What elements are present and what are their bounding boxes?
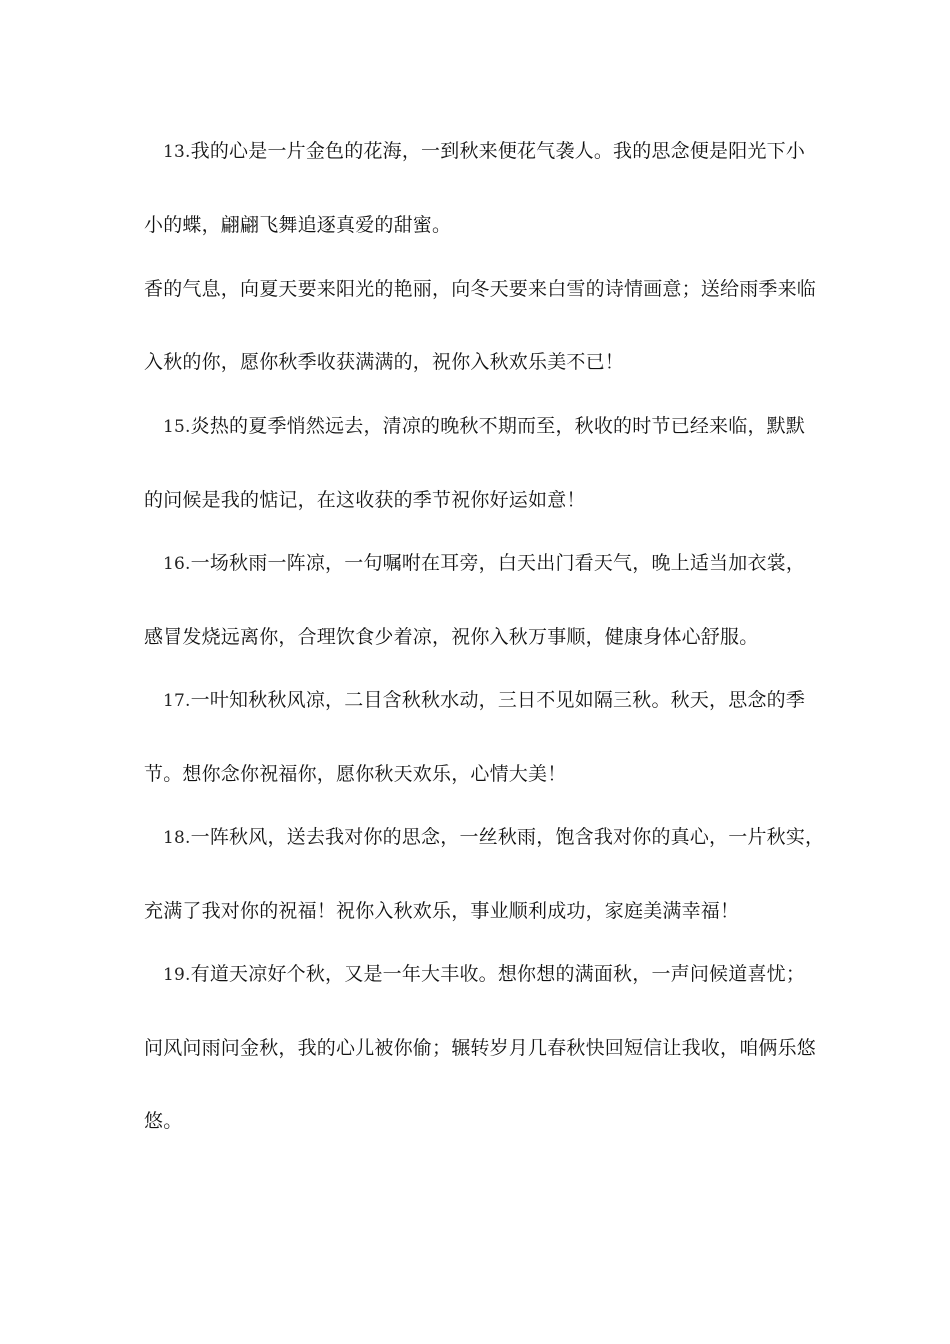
paragraph-text: 一场秋雨一阵凉，一句嘱咐在耳旁，白天出门看天气，晚上适当加衣裳， bbox=[190, 552, 806, 574]
paragraph-18-line-2: 充满了我对你的祝福！祝你入秋欢乐，事业顺利成功，家庭美满幸福！ bbox=[144, 900, 740, 922]
paragraph-17-line-2: 节。想你念你祝福你，愿你秋天欢乐，心情大美！ bbox=[144, 763, 567, 785]
paragraph-text: 有道天凉好个秋，又是一年大丰收。想你想的满面秋，一声问候道喜忧； bbox=[190, 963, 806, 985]
paragraph-19-line-3: 悠。 bbox=[144, 1110, 183, 1132]
paragraph-17-line-1 bbox=[163, 687, 843, 714]
paragraph-number: 19. bbox=[163, 965, 191, 985]
paragraph-continuation-line-1: 香的气息，向夏天要来阳光的艳丽，向冬天要来白雪的诗情画意；送给雨季来临 bbox=[144, 278, 817, 300]
paragraph-text: 一阵秋风，送去我对你的思念，一丝秋雨，饱含我对你的真心，一片秋实， bbox=[190, 826, 825, 848]
paragraph-text: 我的心是一片金色的花海，一到秋来便花气袭人。我的思念便是阳光下小 bbox=[190, 140, 806, 162]
paragraph-continuation-line-2: 入秋的你，愿你秋季收获满满的，祝你入秋欢乐美不已！ bbox=[144, 351, 625, 373]
paragraph-number: 15. bbox=[163, 417, 191, 437]
paragraph-19-line-1 bbox=[163, 961, 843, 988]
paragraph-18-line-1 bbox=[163, 824, 843, 851]
paragraph-15-line-1 bbox=[163, 413, 843, 440]
paragraph-19-line-2: 问风问雨问金秋，我的心儿被你偷；辗转岁月几春秋快回短信让我收，咱俩乐悠 bbox=[144, 1037, 817, 1059]
paragraph-number: 18. bbox=[163, 828, 191, 848]
paragraph-15-line-2: 的问候是我的惦记，在这收获的季节祝你好运如意！ bbox=[144, 489, 586, 511]
paragraph-number: 17. bbox=[163, 691, 191, 711]
paragraph-16-line-1 bbox=[163, 550, 843, 577]
paragraph-text: 一叶知秋秋风凉，二目含秋秋水动，三日不见如隔三秋。秋天，思念的季 bbox=[190, 689, 806, 711]
paragraph-number: 13. bbox=[163, 142, 191, 162]
paragraph-13-line-2: 小的蝶，翩翩飞舞追逐真爱的甜蜜。 bbox=[144, 214, 452, 236]
paragraph-text: 炎热的夏季悄然远去，清凉的晚秋不期而至，秋收的时节已经来临，默默 bbox=[190, 415, 806, 437]
paragraph-number: 16. bbox=[163, 554, 191, 574]
paragraph-16-line-2: 感冒发烧远离你，合理饮食少着凉，祝你入秋万事顺，健康身体心舒服。 bbox=[144, 626, 759, 648]
paragraph-13-line-1 bbox=[163, 138, 843, 165]
